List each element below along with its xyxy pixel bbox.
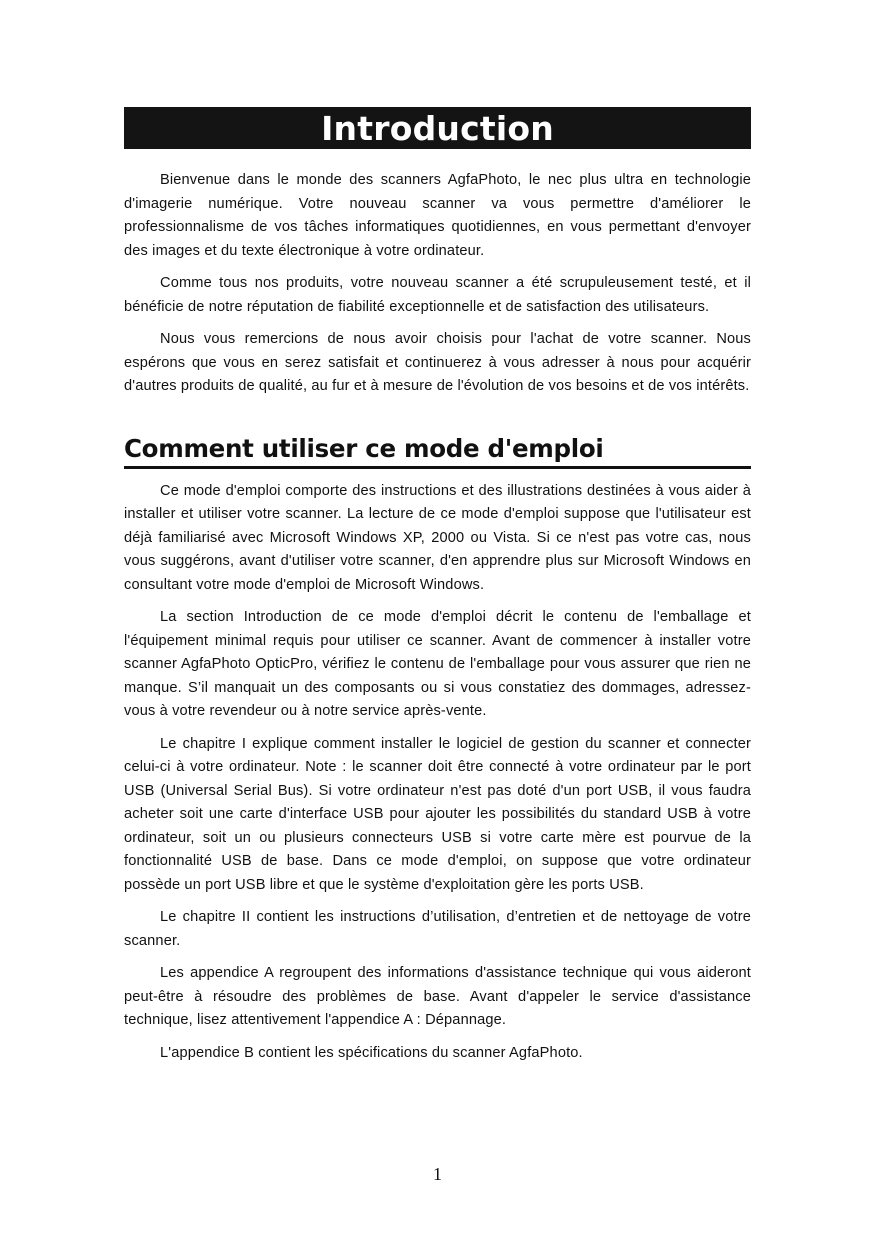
intro-paragraph-3: Nous vous remercions de nous avoir choisis pour l'achat de votre scanner. Nous espérons que vous en serez satisfait et continuerez à vous adresser à nous pour acquérir d'autres produits de qualité, au fur et à mesure de l'évolution de vos besoins et de vos intérêts.: [124, 331, 751, 394]
page-number: 1: [433, 1164, 442, 1184]
section-paragraph-1: Ce mode d'emploi comporte des instructions et des illustrations destinées à vous aider à installer et utiliser votre scanner. La lecture de ce mode d'emploi suppose que l'utilisateur est déjà familiarisé avec Microsoft Windows XP, 2000 ou Vista. Si ce n'est pas votre cas, nous vous suggérons, avant d'utiliser votre scanner, d'en apprendre plus sur Microsoft Windows en consultant votre mode d'emploi de Microsoft Windows.: [124, 482, 751, 593]
introduction-title: Introduction: [124, 107, 751, 149]
document-page: [124, 107, 751, 1065]
section-paragraph-2: La section Introduction de ce mode d'emploi décrit le contenu de l'emballage et l'équipement minimal requis pour utiliser ce scanner. Avant de commencer à installer votre scanner AgfaPhoto OpticPro, vérifiez le contenu de l'emballage pour vous assurer que rien ne manque. S’il manquait un des composants ou si vous constatiez des dommages, adressez-vous à votre revendeur ou à notre service après-vente.: [124, 609, 751, 719]
section-paragraph-6: L'appendice B contient les spécifications du scanner AgfaPhoto.: [160, 1044, 583, 1061]
intro-paragraph-2: Comme tous nos produits, votre nouveau scanner a été scrupuleusement testé, et il bénéficie de notre réputation de fiabilité exceptionnelle et de satisfaction des utilisateurs.: [124, 275, 751, 315]
section-paragraph-4: Le chapitre II contient les instructions d’utilisation, d’entretien et de nettoyage de votre scanner.: [124, 909, 751, 949]
intro-paragraph-1: Bienvenue dans le monde des scanners AgfaPhoto, le nec plus ultra en technologie d'imagerie numérique. Votre nouveau scanner va vous permettre d'améliorer le professionnalisme de vos tâches informatiques quotidiennes, en vous permettant d'envoyer des images et du texte électronique à votre ordinateur.: [124, 172, 751, 259]
section-paragraph-5: Les appendice A regroupent des informations d'assistance technique qui vous aideront peut-être à résoudre des problèmes de base. Avant d'appeler le service d'assistance technique, lisez attentivement l'appendice A : Dépannage.: [124, 965, 751, 1028]
section-paragraph-3: Le chapitre I explique comment installer le logiciel de gestion du scanner et connecter celui-ci à votre ordinateur. Note : le scanner doit être connecté à votre ordinateur par le port USB (Universal Serial Bus). Si votre ordinateur n'est pas doté d'un port USB, il vous faudra acheter soit une carte d'interface USB pour ajouter les possibilités du standard USB à votre ordinateur, soit un ou plusieurs connecteurs USB si votre carte mère est pourvue de la fonctionnalité USB de base. Dans ce mode d'emploi, on suppose que votre ordinateur possède un port USB libre et que le système d'exploitation gère les ports USB.: [124, 735, 751, 893]
section-heading: Comment utiliser ce mode d'emploi: [124, 434, 751, 469]
